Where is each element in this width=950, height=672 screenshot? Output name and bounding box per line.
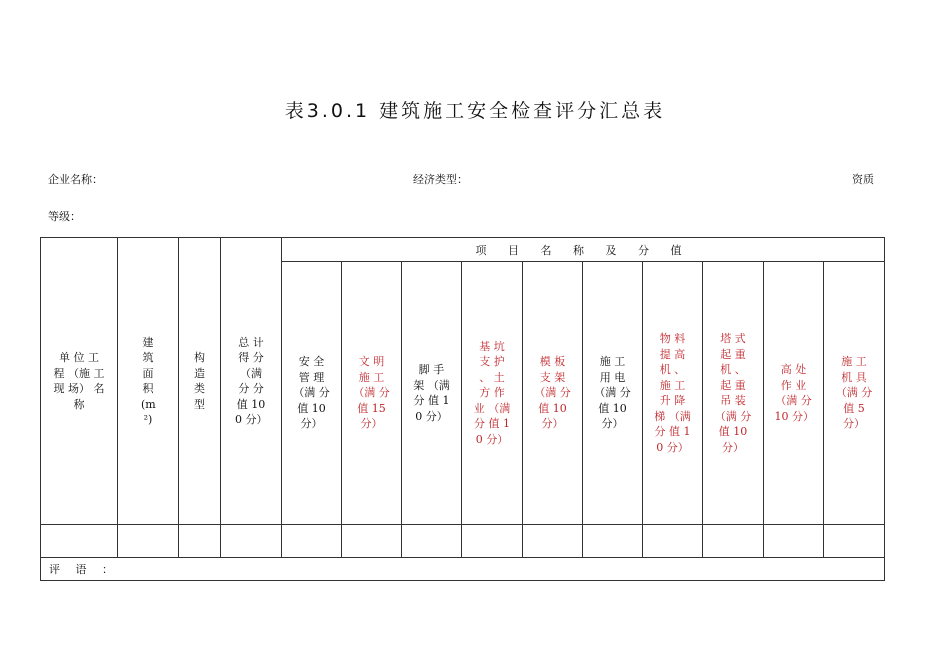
score-entry-cell[interactable] — [221, 525, 282, 558]
score-entry-cell[interactable] — [282, 525, 342, 558]
qualification-label: 资质 — [852, 173, 874, 186]
score-entry-cell[interactable] — [824, 525, 885, 558]
score-entry-cell[interactable] — [342, 525, 402, 558]
comment-cell: 评 语 ： — [41, 558, 885, 581]
unit-project-header: 单 位 工 程 （施 工 现 场） 名 称 — [41, 238, 118, 525]
structure-type-header: 构 造 类 型 — [179, 238, 221, 525]
item-header-3: 基 坑 支 护 、 土 方 作 业 （满 分 值 10 分） — [462, 262, 523, 525]
item-header-2: 脚 手 架 （满 分 值 10 分） — [402, 262, 462, 525]
score-entry-cell[interactable] — [41, 525, 118, 558]
item-header-7: 塔 式 起 重 机 、 起 重 吊 装 （满 分 值 10 分） — [703, 262, 764, 525]
score-entry-cell[interactable] — [402, 525, 462, 558]
building-area-header: 建 筑 面 积 (m²) — [118, 238, 179, 525]
score-entry-cell[interactable] — [462, 525, 523, 558]
item-header-5: 施 工 用 电 （满 分 值 10 分） — [583, 262, 643, 525]
item-header-1: 文 明 施 工 （满 分 值 15 分） — [342, 262, 402, 525]
safety-score-table — [40, 237, 885, 581]
score-entry-cell[interactable] — [764, 525, 824, 558]
score-entry-cell[interactable] — [118, 525, 179, 558]
score-entry-cell[interactable] — [179, 525, 221, 558]
company-name-label: 企业名称： — [48, 173, 103, 186]
grade-label: 等级： — [48, 210, 81, 223]
score-entry-cell[interactable] — [703, 525, 764, 558]
item-header-6: 物 料 提 高 机 、 施 工 升 降 梯 （满 分 值 10 分） — [643, 262, 703, 525]
project-items-header: 项 目 名 称 及 分 值 — [282, 238, 885, 262]
score-entry-cell[interactable] — [523, 525, 583, 558]
page-title: 表3.0.1 建筑施工安全检查评分汇总表 — [284, 100, 666, 122]
item-header-0: 安 全 管 理 （满 分 值 10 分） — [282, 262, 342, 525]
economic-type-label: 经济类型： — [413, 173, 468, 186]
total-score-header: 总 计 得 分 （满 分 分 值 100 分） — [221, 238, 282, 525]
score-entry-cell[interactable] — [643, 525, 703, 558]
item-header-4: 模 板 支 架 （满 分 值 10 分） — [523, 262, 583, 525]
item-header-8: 高 处 作 业 （满 分 10 分） — [764, 262, 824, 525]
item-header-9: 施 工 机 具 （满 分 值 5 分） — [824, 262, 885, 525]
score-entry-cell[interactable] — [583, 525, 643, 558]
